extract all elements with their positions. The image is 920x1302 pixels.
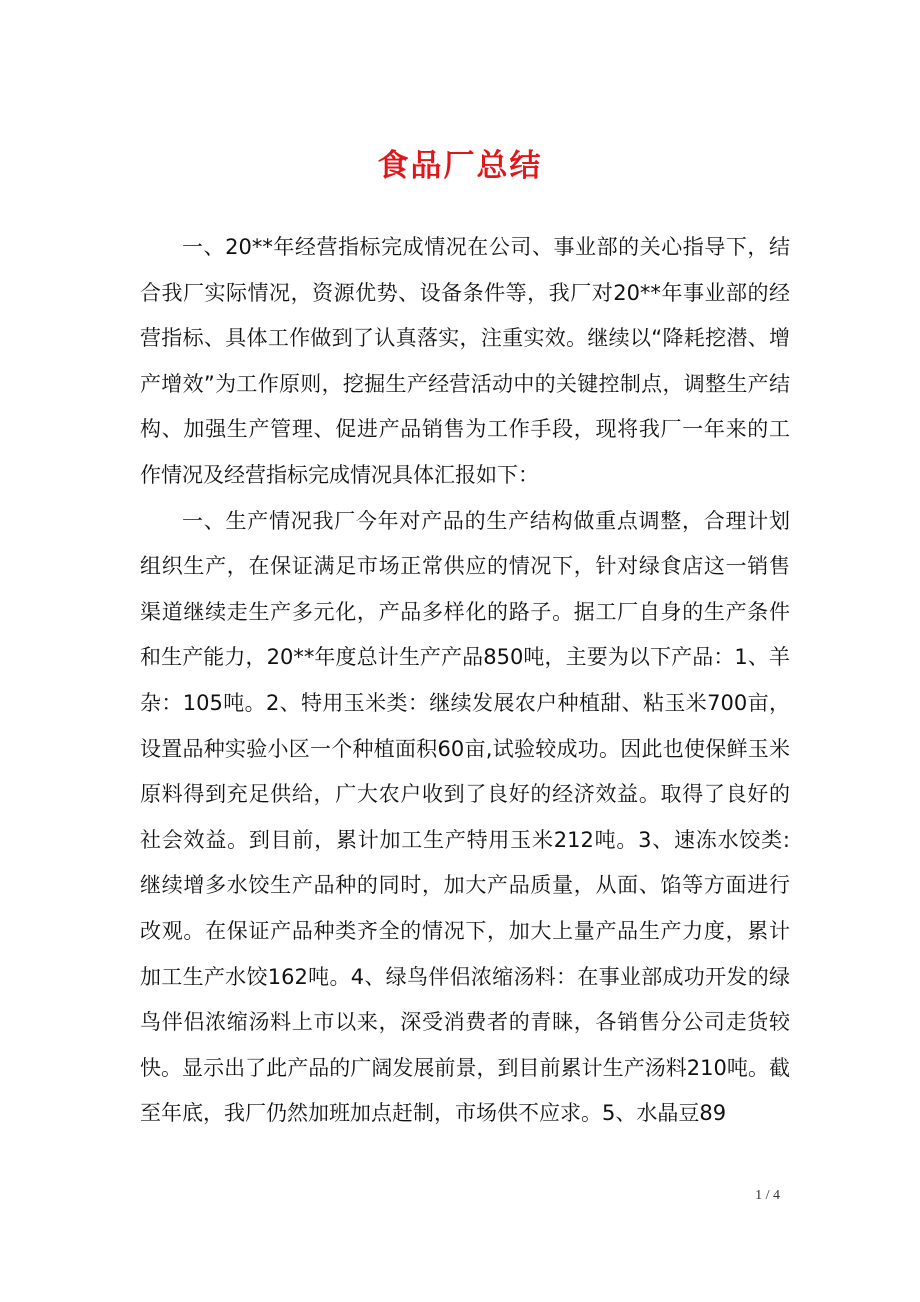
document-title: 食品厂总结: [377, 148, 543, 184]
page-number: 1 / 4: [755, 1188, 780, 1203]
document-body: [140, 225, 790, 1137]
paragraph-production-situation: 一、生产情况我厂今年对产品的生产结构做重点调整，合理计划组织生产，在保证满足市场正常供应的情况下，针对绿食店这一销售渠道继续走生产多元化，产品多样化的路子。据工厂自身的生产条件和生产能力，20**年度总计生产产品850吨，主要为以下产品：1、羊杂：105吨。2、特用玉米类：继续发展农户种植甜、粘玉米700亩，设置品种实验小区一个种植面积60亩,试验较成功。因此也使保鲜玉米原料得到充足供给，广大农户收到了良好的经济效益。取得了良好的社会效益。到目前，累计加工生产特用玉米212吨。3、速冻水饺类: 继续增多水饺生产品种的同时，加大产品质量，从面、馅等方面进行改观。在保证产品种类齐全的情况下，加大上量产品生产力度，累计加工生产水饺162吨。4、绿鸟伴侣浓缩汤料：在事业部成功开发的绿鸟伴侣浓缩汤料上市以来，深受消费者的青睐，各销售分公司走货较快。显示出了此产品的广阔发展前景，到目前累计生产汤料210吨。截至年底，我厂仍然加班加点赶制，市场供不应求。5、水晶豆89: [140, 508, 790, 1126]
paragraph-operating-indicators: 一、20**年经营指标完成情况在公司、事业部的关心指导下，结合我厂实际情况，资源优势、设备条件等，我厂对20**年事业部的经营指标、具体工作做到了认真落实，注重实效。继续以“降耗挖潜、增产增效”为工作原则，挖掘生产经营活动中的关键控制点，调整生产结构、加强生产管理、促进产品销售为工作手段，现将我厂一年来的工作情况及经营指标完成情况具体汇报如下：: [140, 235, 790, 487]
